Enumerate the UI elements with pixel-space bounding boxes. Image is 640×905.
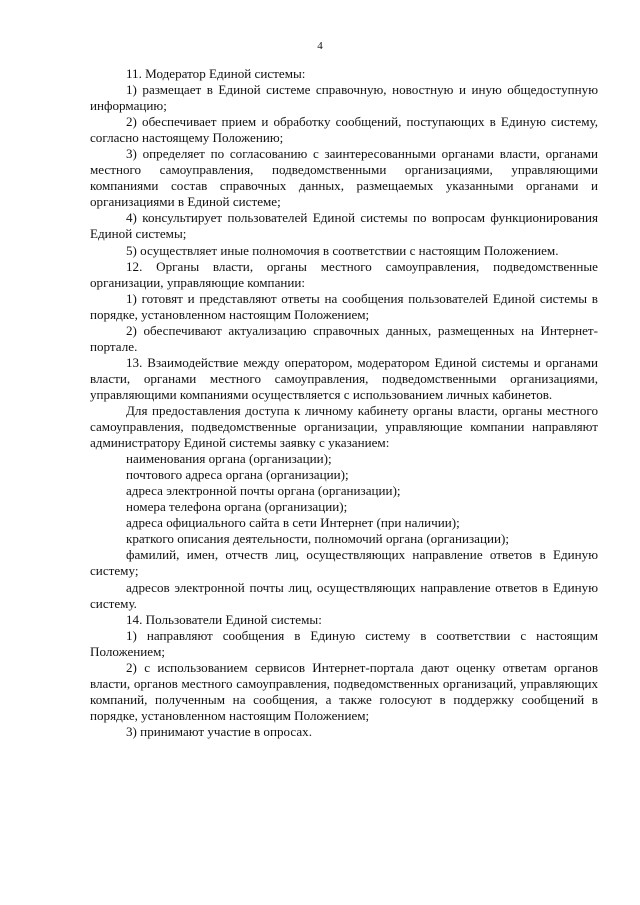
request-item-email: адреса электронной почты органа (организации); (126, 483, 401, 499)
section-11-item-5: 5) осуществляет иные полномочия в соответствии с настоящим Положением. (126, 242, 559, 258)
section-14-item-3: 3) принимают участие в опросах. (126, 723, 312, 739)
section-12-item-1: 1) готовят и представляют ответы на сообщения пользователей Единой системы в порядке, установленном настоящим Положением; (90, 290, 598, 322)
request-item-responsible-persons: фамилий, имен, отчеств лиц, осуществляющих направление ответов в Единую систему; (90, 547, 598, 579)
request-item-website: адреса официального сайта в сети Интернет (при наличии); (126, 515, 460, 531)
section-12-item-2: 2) обеспечивают актуализацию справочных данных, размещенных на Интернет-портале. (90, 322, 598, 354)
page-number: 4 (317, 40, 323, 52)
request-item-postal-address: почтового адреса органа (организации); (126, 467, 349, 483)
request-item-responsible-emails: адресов электронной почты лиц, осуществляющих направление ответов в Единую систему. (90, 579, 598, 611)
request-item-name: наименования органа (организации); (126, 451, 332, 467)
section-11-item-2: 2) обеспечивает прием и обработку сообщений, поступающих в Единую систему, согласно настоящему Положению; (90, 114, 598, 146)
access-request-paragraph: Для предоставления доступа к личному кабинету органы власти, органы местного самоуправления, подведомственные организации, управляющие компании направляют администратору Единой системы заявку с указанием: (90, 402, 598, 451)
section-14-item-2: 2) с использованием сервисов Интернет-портала дают оценку ответам органов власти, органов местного самоуправления, подведомственных организаций, управляющих компаний, полученным на сообщения, а также голосуют в поддержку сообщений в порядке, установленном настоящим Положением; (90, 659, 598, 723)
document-body (90, 66, 598, 740)
section-11-item-4: 4) консультирует пользователей Единой системы по вопросам функционирования Единой системы; (90, 210, 598, 242)
request-item-phone: номера телефона органа (организации); (126, 499, 348, 515)
section-14-item-1: 1) направляют сообщения в Единую систему в соответствии с настоящим Положением; (90, 627, 598, 659)
section-11-heading: 11. Модератор Единой системы: (126, 66, 306, 81)
section-11-item-3: 3) определяет по согласованию с заинтересованными органами власти, органами местного самоуправления, подведомственными организациями, управляющими компаниями состав справочных данных, размещаемых указанными органами и организациями в Единой системе; (90, 146, 598, 210)
section-14-heading: 14. Пользователи Единой системы: (126, 611, 322, 627)
request-item-description: краткого описания деятельности, полномочий органа (организации); (126, 531, 509, 547)
section-11-item-1: 1) размещает в Единой системе справочную, новостную и иную общедоступную информацию; (90, 82, 598, 114)
section-12-heading: 12. Органы власти, органы местного самоуправления, подведомственные организации, управляющие компании: (90, 258, 598, 290)
section-13-paragraph: 13. Взаимодействие между оператором, модератором Единой системы и органами власти, органами местного самоуправления, подведомственными организациями, управляющими компаниями осуществляется с использованием личных кабинетов. (90, 354, 598, 402)
